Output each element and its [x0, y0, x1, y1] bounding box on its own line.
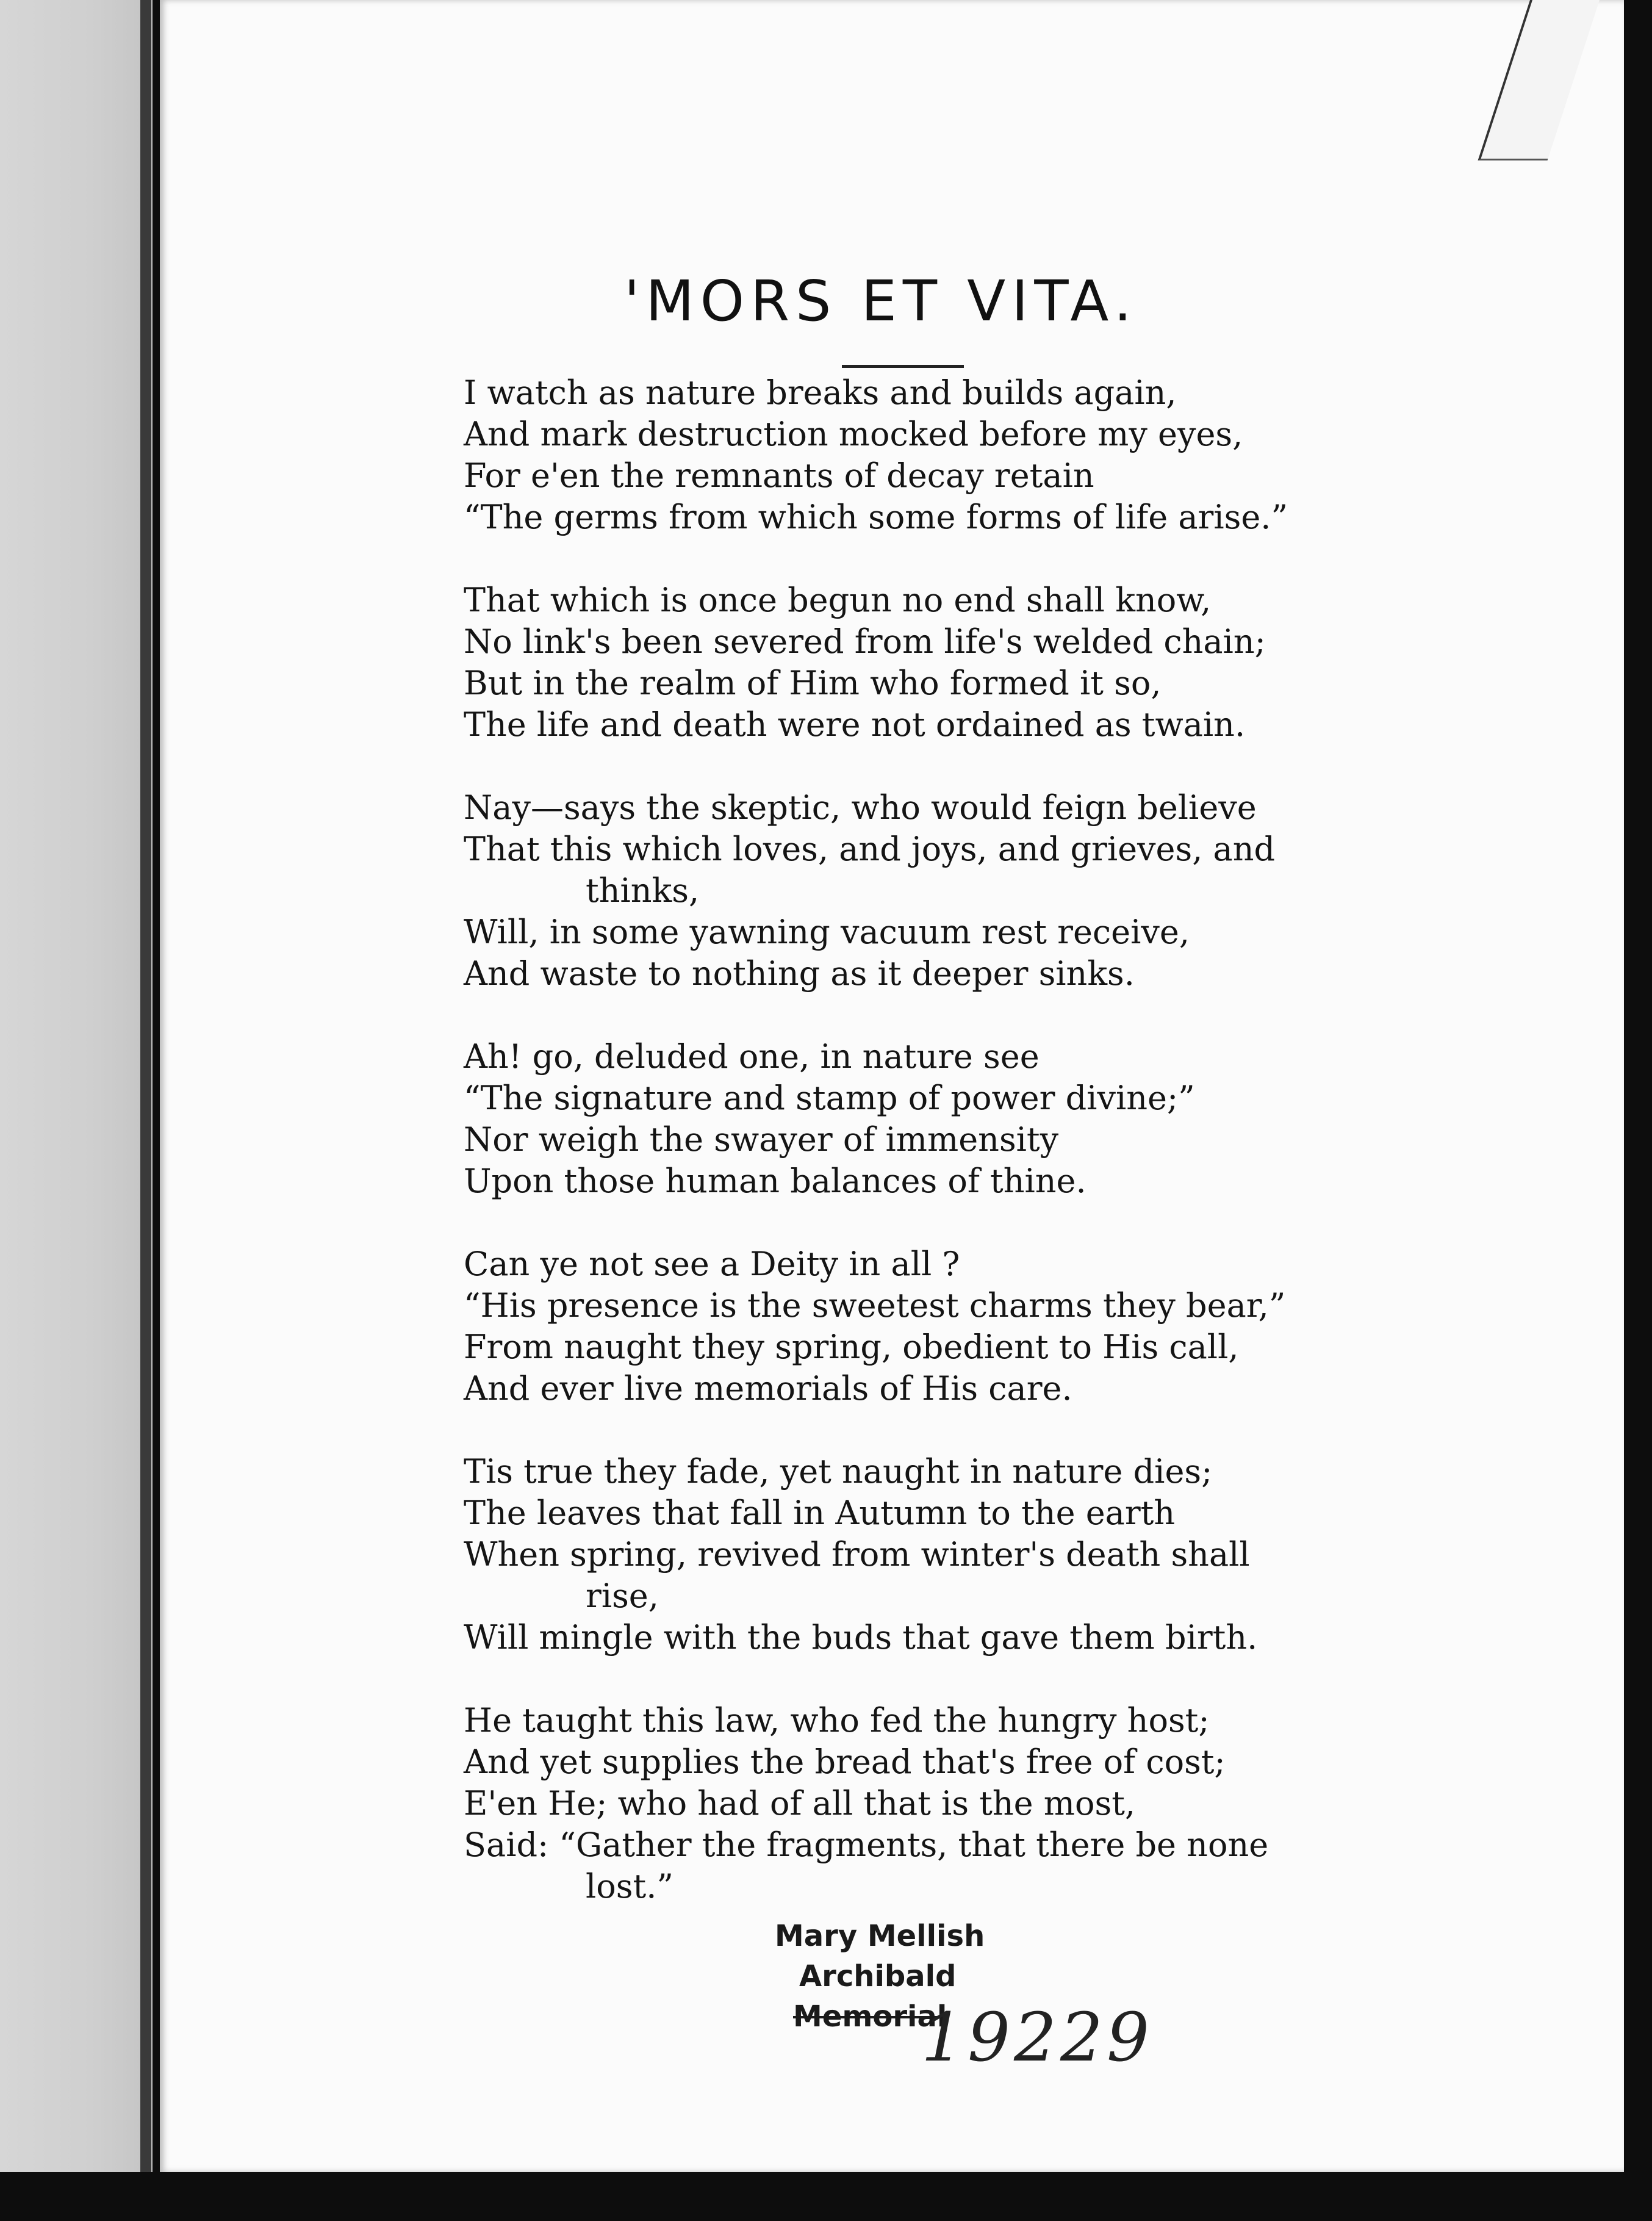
- poem-line: Tis true they fade, yet naught in nature dies;: [464, 1452, 1213, 1491]
- stanza-1: [464, 372, 1354, 538]
- stanza-3: [464, 787, 1354, 995]
- poem-line: And waste to nothing as it deeper sinks.: [464, 954, 1135, 993]
- poem-line: The life and death were not ordained as twain.: [464, 705, 1246, 744]
- poem-line: When spring, revived from winter's death shall: [464, 1535, 1250, 1574]
- poem-line: For e'en the remnants of decay retain: [464, 456, 1094, 495]
- stamp-line-2: Archibald: [799, 1959, 957, 1993]
- stanza-7: [464, 1700, 1354, 1907]
- poem-line: No link's been severed from life's welded chain;: [464, 622, 1266, 661]
- poem-line-continuation: rise,: [586, 1577, 659, 1615]
- poem-line: And yet supplies the bread that's free of cost;: [464, 1743, 1226, 1781]
- poem-line: Said: “Gather the fragments, that there be none: [464, 1826, 1269, 1864]
- scan-bottom-border: [0, 2172, 1652, 2221]
- page-corner-fold: [1478, 0, 1600, 160]
- poem-line: From naught they spring, obedient to His call,: [464, 1328, 1239, 1366]
- poem-line: The leaves that fall in Autumn to the earth: [464, 1494, 1176, 1532]
- poem-line: E'en He; who had of all that is the most,: [464, 1784, 1136, 1823]
- poem-line: Will mingle with the buds that gave them birth.: [464, 1618, 1258, 1657]
- poem-line-continuation: thinks,: [586, 871, 700, 910]
- poem-line: That which is once begun no end shall know,: [464, 581, 1212, 619]
- poem-line: But in the realm of Him who formed it so,: [464, 664, 1162, 702]
- poem-line: And mark destruction mocked before my eyes,: [464, 415, 1243, 453]
- poem-line-continuation: lost.”: [586, 1867, 673, 1906]
- stanza-4: [464, 1036, 1354, 1202]
- poem-line: “The signature and stamp of power divine;”: [464, 1079, 1195, 1117]
- title-rule: [842, 365, 964, 368]
- poem-line: He taught this law, who fed the hungry host;: [464, 1701, 1210, 1740]
- stamp-line-3: Memorial: [793, 2000, 947, 2034]
- poem-line: Can ye not see a Deity in all ?: [464, 1245, 960, 1283]
- poem-line: Nor weigh the swayer of immensity: [464, 1120, 1059, 1159]
- stanza-5: [464, 1244, 1354, 1409]
- poem-line: I watch as nature breaks and builds again,: [464, 373, 1177, 412]
- poem-line: Ah! go, deluded one, in nature see: [464, 1037, 1040, 1076]
- handwritten-accession-number: 19229: [921, 1998, 1153, 2076]
- stanza-2: [464, 580, 1354, 746]
- stanza-6: [464, 1451, 1354, 1658]
- poem-line: And ever live memorials of His care.: [464, 1369, 1072, 1408]
- poem-title: 'MORS ET VITA.: [624, 268, 1138, 334]
- poem-line: Nay—says the skeptic, who would feign believe: [464, 788, 1257, 827]
- poem-line: “The germs from which some forms of life arise.”: [464, 498, 1288, 536]
- poem-line: Will, in some yawning vacuum rest receive,: [464, 913, 1190, 951]
- poem-line: That this which loves, and joys, and grieves, and: [464, 830, 1276, 868]
- stamp-line-1: Mary Mellish: [775, 1919, 985, 1953]
- poem-body: [464, 372, 1354, 1949]
- poem-line: Upon those human balances of thine.: [464, 1162, 1086, 1200]
- poem-line: “His presence is the sweetest charms they bear,”: [464, 1286, 1286, 1325]
